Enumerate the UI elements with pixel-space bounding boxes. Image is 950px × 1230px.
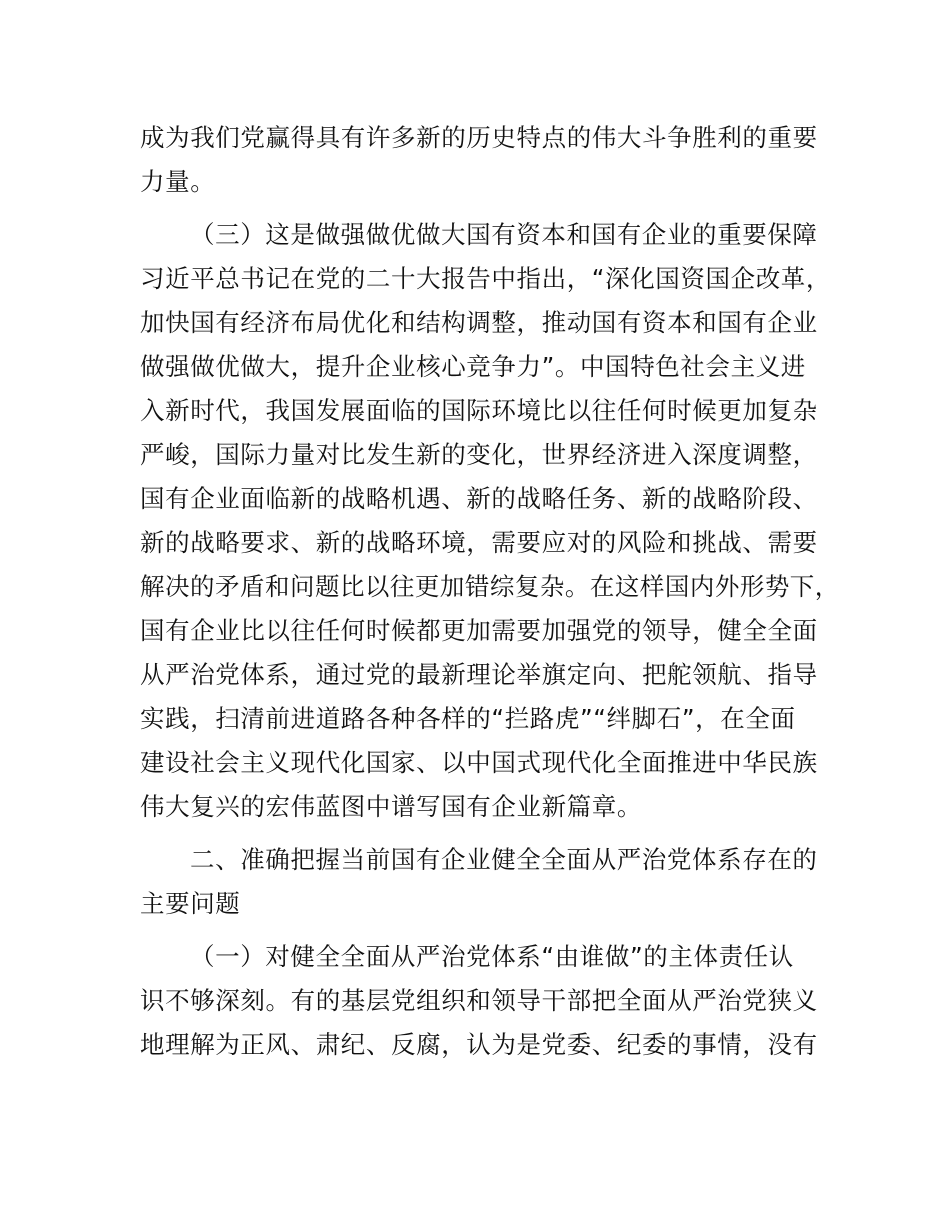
text-line: 建设社会主义现代化国家、以中国式现代化全面推进中华民族 [140,748,818,777]
text-line: 伟大复兴的宏伟蓝图中谱写国有企业新篇章。 [140,792,642,821]
text-line: 从严治党体系，通过党的最新理论举旗定向、把舵领航、指导 [140,660,818,689]
text-line: 做强做优做大，提升企业核心竞争力”。中国特色社会主义进 [140,352,806,381]
text-line: 力量。 [140,167,216,196]
text-line: 入新时代，我国发展面临的国际环境比以往任何时候更加复杂 [140,396,818,425]
text-line: 国有企业比以往任何时候都更加需要加强党的领导，健全全面 [140,616,818,645]
section-heading: 二、准确把握当前国有企业健全全面从严治党体系存在的 [190,845,818,874]
text-line: 国有企业面临新的战略机遇、新的战略任务、新的战略阶段、 [140,484,818,513]
text-line: 习近平总书记在党的二十大报告中指出，“深化国资国企改革， [140,264,831,293]
text-line: 识不够深刻。有的基层党组织和领导干部把全面从严治党狭义 [140,986,818,1015]
text-line: 加快国有经济布局优化和结构调整，推动国有资本和国有企业 [140,308,818,337]
section-heading-continued: 主要问题 [140,889,241,918]
subsection-heading: （三）这是做强做优做大国有资本和国有企业的重要保障 [190,220,818,249]
text-line: 实践，扫清前进道路各种各样的“拦路虎”“绊脚石”，在全面 [140,704,796,733]
subsection-heading: （一）对健全全面从严治党体系“由谁做”的主体责任认 [190,942,794,971]
text-line: 地理解为正风、肃纪、反腐，认为是党委、纪委的事情，没有 [140,1030,818,1059]
text-line: 成为我们党赢得具有许多新的历史特点的伟大斗争胜利的重要 [140,123,818,152]
text-line: 新的战略要求、新的战略环境，需要应对的风险和挑战、需要 [140,528,818,557]
text-line: 解决的矛盾和问题比以往更加错综复杂。在这样国内外形势下， [140,572,840,601]
text-line: 严峻，国际力量对比发生新的变化，世界经济进入深度调整， [140,440,818,469]
